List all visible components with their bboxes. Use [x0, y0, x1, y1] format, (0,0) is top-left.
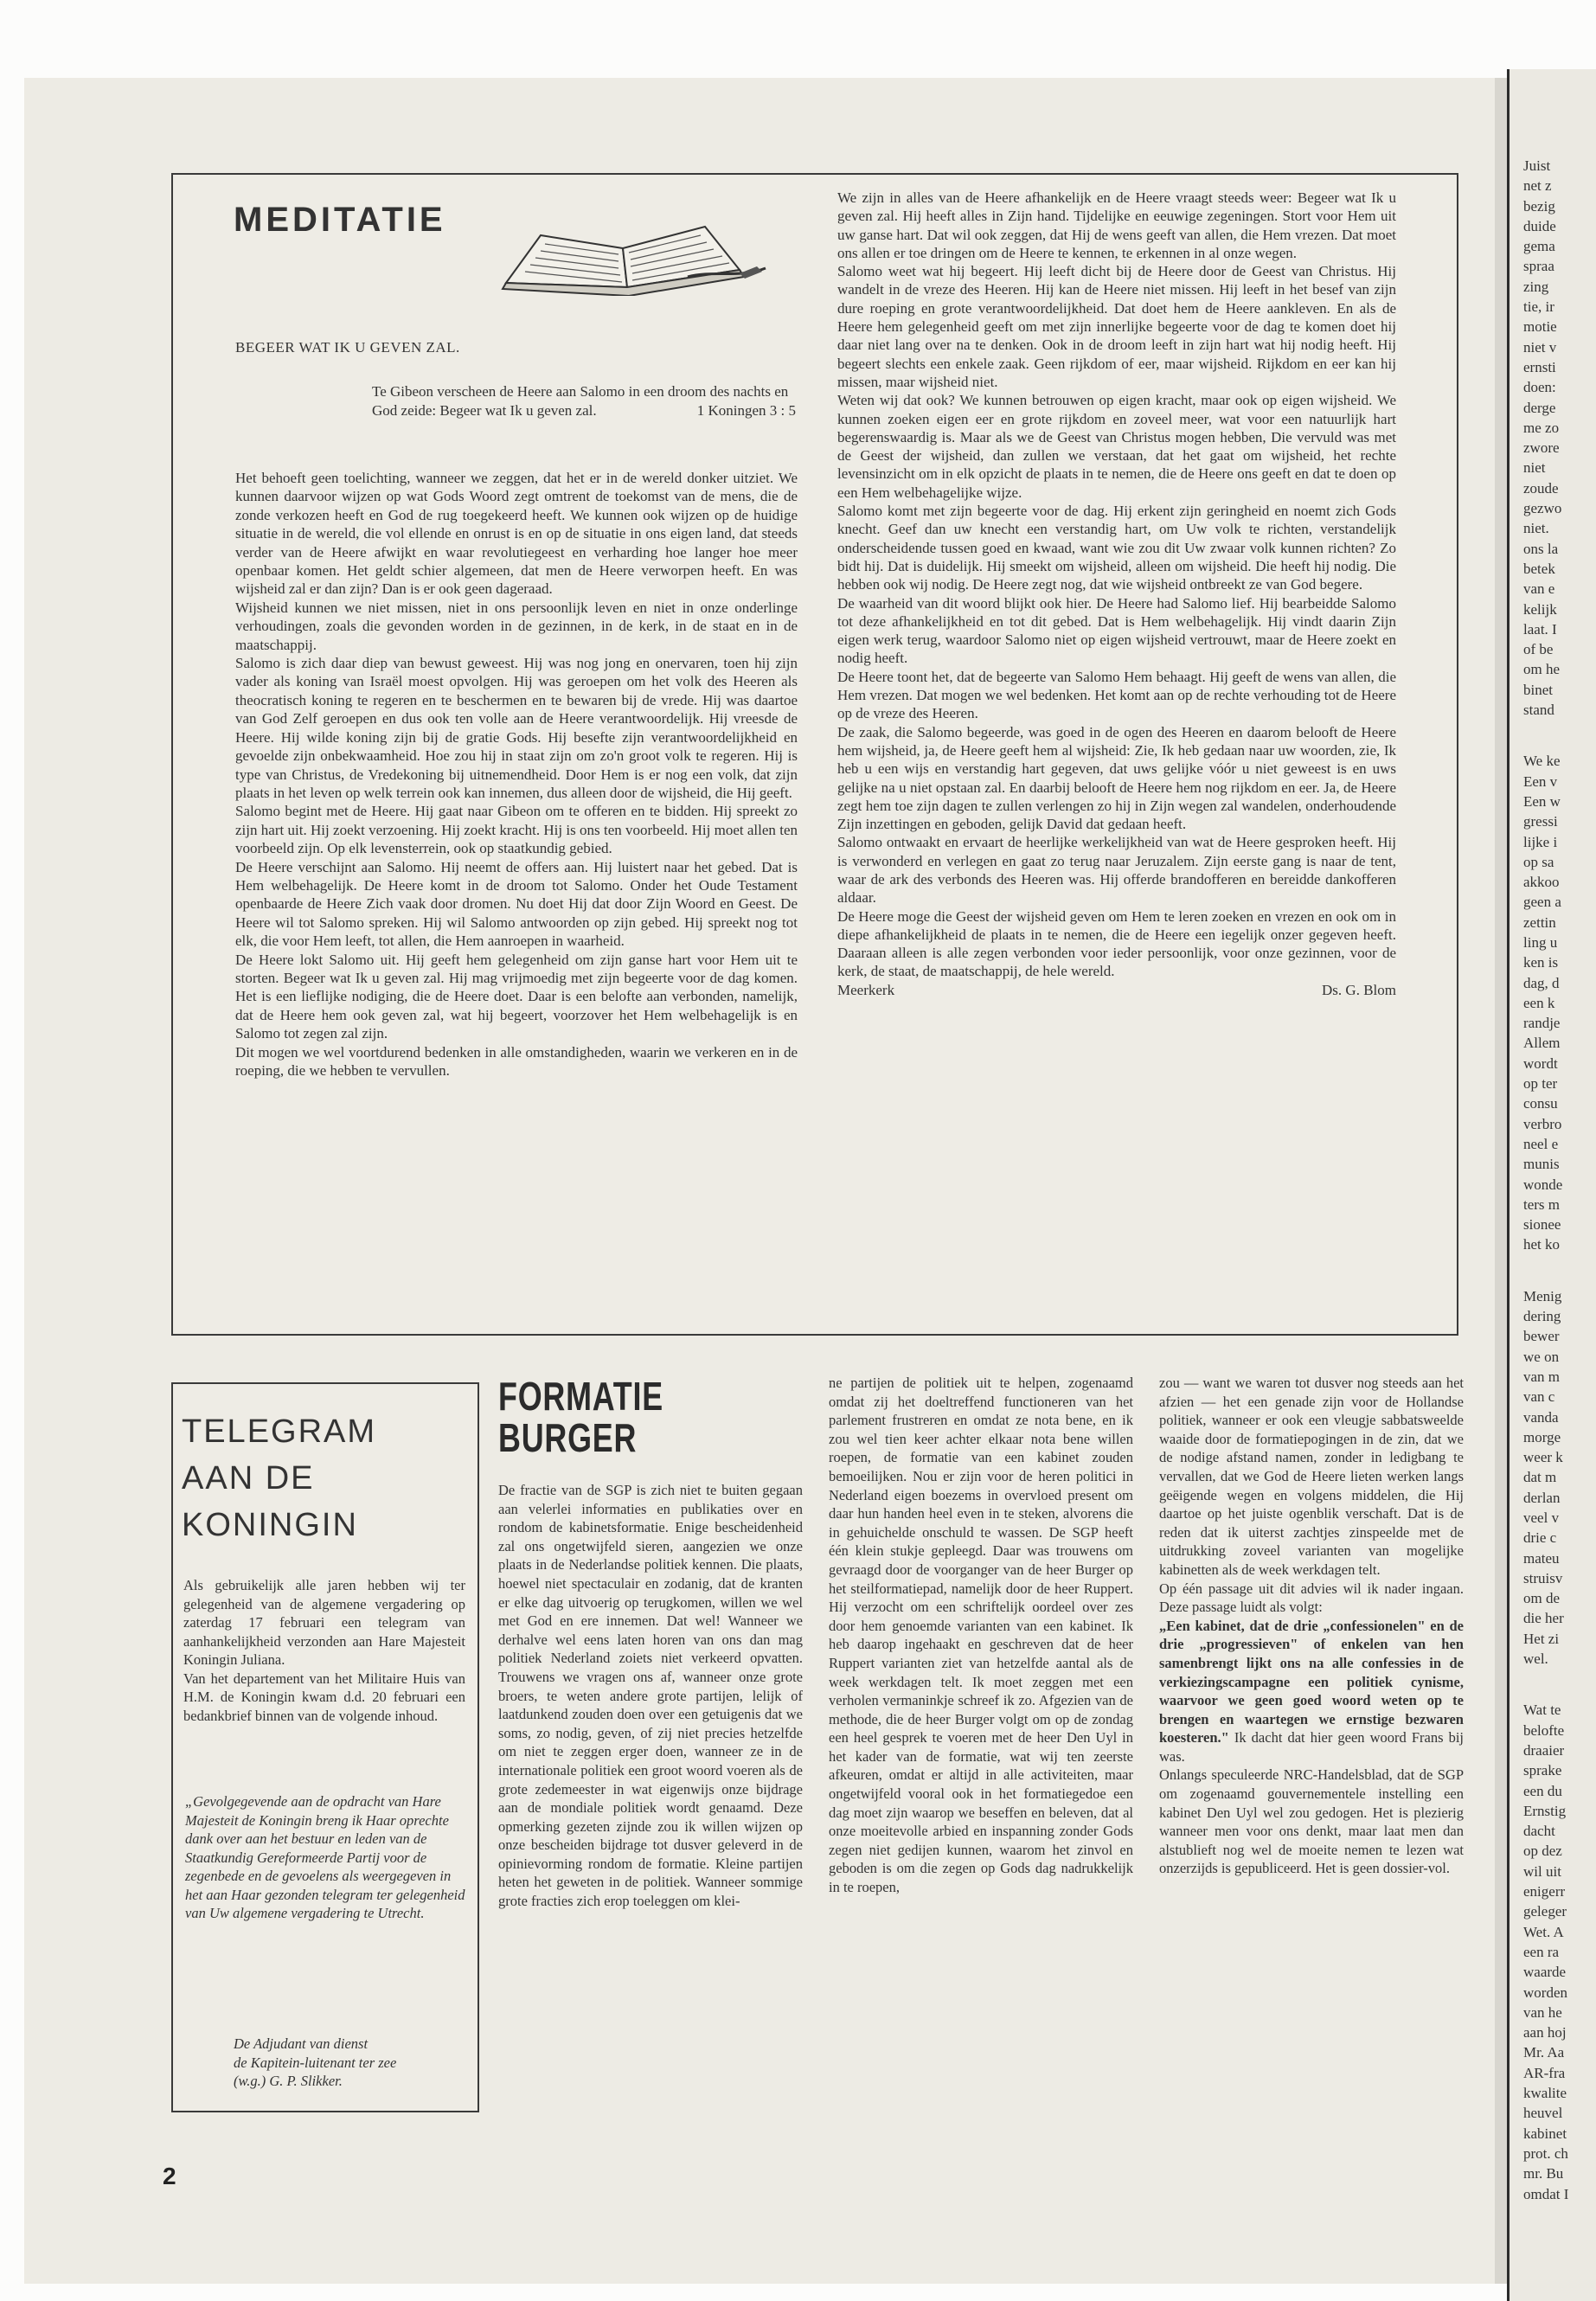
next-page-fragment: gema — [1523, 238, 1555, 255]
next-page-fragment: Wet. A — [1523, 1923, 1564, 1940]
formatie-title-line: FORMATIE — [498, 1374, 663, 1419]
next-page-fragment: aan hoj — [1523, 2024, 1567, 2041]
meditatie-paragraph: Dit mogen we wel voortdurend bedenken in alle omstandigheden, waarin we verkeren en in de roeping, die we hebben te vervullen. — [235, 1043, 798, 1079]
next-page-fragment: lijke i — [1523, 833, 1558, 850]
telegram-title — [182, 1408, 467, 1548]
next-page-fragment: op sa — [1523, 853, 1554, 870]
next-page-fragment: worden — [1523, 1984, 1567, 2001]
next-page-fragment: munis — [1523, 1156, 1560, 1173]
next-page-fragment: om de — [1523, 1590, 1561, 1607]
next-page-fragment: struisv — [1523, 1569, 1563, 1586]
meditatie-column-2 — [837, 189, 1396, 999]
next-page-fragment: net z — [1523, 177, 1552, 195]
formatie-text: De fractie van de SGP is zich niet te buiten gegaan aan velerlei informaties en publikaties over en rondom de kabinetsformatie. Enige bescheidenheid zal ons ongetwijfeld sieren, aangezien we onze plaats in de Nederlandse politiek kennen. Die plaats, hoewel niet spectaculair en zodanig, dat de kranten er elke dag uitvoerig op terugkomen, willen we wel met God en ere innemen. Dat wel! Wanneer we derhalve wel eens laten horen van ons dan mag politiek Nederland zoiets niet verkeerd opvatten. Trouwens we vragen ons af, wanneer onze grote broers, te weten andere grote partijen, lelijk of laatdunkend zouden doen over een getuigenis dat we soms, zo nodig, geven, of zij niet precies hetzelfde om niet te zeggen erger doen, wanneer ze in de internationale politiek een groot woord voeren als de grote zedemeester in wat eigenwijs onze bijdrage aan de mondiale politiek wordt genaamd. Deze opmerking gezeten zijnde zou ik willen wijzen op onze bescheiden bijdrage tot dusver geleverd in de opinievorming rondom de formatie. Kleine partijen heten het geweten in de politiek. Wanneer sommige grote fracties zich erop toeleggen om klei- — [498, 1482, 803, 1910]
next-page-fragment: van e — [1523, 580, 1555, 598]
meditatie-paragraph: Salomo begint met de Heere. Hij gaat naar Gibeon om te offeren en te bidden. Hij spreekt zo zijn hart uit. Hij zoekt verzoening. Hij zoekt kracht. Hij is ons ten voorbeeld. Hij moet allen ten voorbeeld zijn. Op elk levensterrein, ook op staatkundig gebied. — [235, 803, 798, 857]
next-page-fragment: spraa — [1523, 258, 1554, 275]
page-number: 2 — [163, 2163, 176, 2189]
meditatie-paragraph: Weten wij dat ook? We kunnen betrouwen op eigen kracht, maar ook op eigen wijsheid. We kunnen zoeken eigen eer en grote rijkdom en zoveel meer, wat voor een natuurlijk hart begerenswaardig is. Maar als we de Geest van Christus mogen hebben, Die vervuld was met de Geest der wijsheid, dan zullen we verstaan, dat het gaat om wijsheid, het rechte levensinzicht om in elk opzicht de plaats in te nemen, die de Heere ons geeft en dat te doen op een Hem welbehagelijke wijze. — [837, 392, 1396, 501]
formatie-text: Op één passage uit dit advies wil ik nader ingaan. Deze passage luidt als volgt: — [1159, 1580, 1464, 1616]
next-page-fragment: dering — [1523, 1308, 1561, 1325]
telegram-paragraph: Van het departement van het Militaire Huis van H.M. de Koningin kwam d.d. 20 februari een bedankbrief binnen van de volgende inhoud. — [183, 1670, 465, 1724]
next-page-fragment: AR-fra — [1523, 2064, 1566, 2081]
formatie-title-line: BURGER — [498, 1415, 638, 1460]
next-page-fragment: derge — [1523, 399, 1556, 416]
next-page-fragment: We ke — [1523, 753, 1561, 770]
formatie-text: Ik dacht dat hier geen woord Frans bij was. — [1159, 1729, 1464, 1765]
signature-line: de Kapitein-luitenant ter zee — [234, 2054, 397, 2071]
next-page-fragment: sionee — [1523, 1216, 1561, 1234]
telegram-paragraph: Als gebruikelijk alle jaren hebben wij ter gelegenheid van de algemene vergadering op zaterdag 17 februari een telegram van aanhankelijkheid verzonden aan Hare Majesteit Koningin Juliana. — [183, 1577, 465, 1668]
open-bible-icon — [480, 201, 774, 296]
formatie-text: ne partijen de politiek uit te helpen, zogenaamd omdat zij het doeltreffend functioneren van het parlement frustreren en omdat ze nota bene, en ik zou wel tien keer achter elkaar nota bene willen roepen, de formatie van een kabinet zouden bemoeilijken. Nou er zijn voor de heren politici in Nederland eigen boezems in overvloed present om daar hun handen heel even in te steken, alvorens die in gehuichelde onschuld te wassen. De SGP heeft één klein stukje gepleegd. Daar was trouwens om gevraagd door de voorganger van de heer Burger op het steilformatiepad, namelijk door de heer Ruppert. Hij verzocht om een schriftelijk oordeel over zes door hem genoemde varianten van een kabinet. Ik heb daarop ingehaakt en geschreven dat de heer Ruppert varianten ziet van hetzelfde aantal als de week werkdagen telt. Ik moet zeggen met een verholen vermaninkje schreef ik zo. Afgezien van de methode, die de heer Burger volgt om op de zondag een heel gesprek te voeren met de heer Den Uyl in het kader van de formatie, wat wij ten zeerste afkeuren, omdat er altijd in alle activiteiten, maar ongetwijfeld vooral ook in het formatiegedoe een dag moet zijn waarop we beseffen en beleven, dat al onze moeitevolle arbied en inspanning zonder Gods zegen niet gedijen kunnen, waarom het zinvol en geboden is om die zegen op Gods dag nadrukkelijk in te roepen, — [829, 1375, 1133, 1896]
next-page-fragment: ons la — [1523, 540, 1559, 557]
fragment-gap — [1523, 1669, 1596, 1700]
meditatie-paragraph: Salomo ontwaakt en ervaart de heerlijke werkelijkheid van wat de Heere gesproken heeft. Hij is verwonderd en verlegen en gaat zo terug naar Jeruzalem. Zijn eerste gang is naar de tent, waar de ark des verbonds des Heeren was. Hij offerde brandofferen en bereidde dankofferen aldaar. — [837, 834, 1396, 907]
next-page-fragment: we on — [1523, 1348, 1560, 1365]
next-page-fragment: Ernstig — [1523, 1802, 1567, 1819]
next-page-fragment: ters m — [1523, 1195, 1561, 1213]
meditatie-paragraph: Salomo weet wat hij begeert. Hij leeft dicht bij de Heere door de Geest van Christus. Hij wandelt in de vreze des Heeren. Hij kan de Heere niet missen. Hij leeft in het besef van zijn dure roeping en grote verantwoordelijkheid. Dat doet hem de Heere aankleven. En als de Heere hem gelegenheid geeft om met zijn innerlijke begeerte voor de dag te komen doet hij daar niet lang over na te denken. Ook in de droom leeft in zijn hart wat hij nodig heeft. Hij begeert slechts een enkele zaak. Geen rijkdom of eer, maar wijsheid. Rijkdom en eer kan hij missen, maar wijsheid niet. — [837, 263, 1396, 390]
next-page-fragment: kelijk — [1523, 600, 1557, 618]
next-page-fragment: het ko — [1523, 1236, 1561, 1253]
next-page-fragment: wordt — [1523, 1054, 1558, 1072]
next-page-fragment: dacht — [1523, 1823, 1555, 1840]
meditatie-paragraph: Salomo is zich daar diep van bewust geweest. Hij was nog jong en onervaren, toen hij zijn vader als koning van Israël moest opvolgen. Hij was geroepen om het volk des Heeren als theocratisch koning te regeren en te beschermen en te bewaren bij de vrede. Hij was daartoe van God Zelf geroepen en dus ook ten volle aan de Heere verantwoordelijk. Hij vreesde de Heere. Hij wilde koning zijn bij de gratie Gods. Hij besefte zijn verantwoordelijkheid en gevoelde zijn onbekwaamheid. Hoe zou hij in staat zijn om zo'n groot volk te regeren. Hij is type van Christus, de Vredekoning bij uitnemendheid. Door Hem is er nog een volk, dat zijn plaats in het leven op welk terrein ook kan innemen, dus alleen door de wijsheid, die Hij geeft. — [235, 655, 798, 801]
next-page-fragment: verbro — [1523, 1115, 1562, 1132]
signature-line: (w.g.) G. P. Slikker. — [234, 2073, 343, 2089]
meditatie-quote — [372, 382, 796, 420]
next-page-fragment: Wat te — [1523, 1702, 1561, 1719]
next-page-fragment: binet — [1523, 681, 1553, 698]
meditatie-paragraph: Wijsheid kunnen we niet missen, niet in ons persoonlijk leven en niet in onze onderlinge verhoudingen, zoals die gevonden worden in de gezinnen, in de kerk, in de staat en in de maatschappij. — [235, 599, 798, 653]
next-page-fragment: wil uit — [1523, 1862, 1561, 1880]
next-page-fragment: van c — [1523, 1388, 1555, 1406]
next-page-fragment: kabinet — [1523, 2125, 1567, 2142]
formatie-quoted-advice — [1159, 1617, 1464, 1766]
next-page-fragment: mateu — [1523, 1549, 1560, 1567]
signoff-place: Meerkerk — [837, 981, 895, 998]
next-page-fragment: Juist — [1523, 157, 1551, 174]
next-page-fragment: Mr. Aa — [1523, 2044, 1565, 2061]
next-page-fragment: Allem — [1523, 1035, 1561, 1052]
next-page-edge — [1507, 69, 1596, 2301]
meditatie-paragraph: Het behoeft geen toelichting, wanneer we zeggen, dat het er in de wereld donker uitziet. We kunnen daarvoor wijzen op wat Gods Woord zegt omtrent de toekomst van de mens, die de zonde verkozen heeft en God de rug toegekeerd heeft. We kunnen ook wijzen op de huidige situatie in de wereld, die vol ellende en onrust is en op de situatie in ons eigen land, dat steeds verder van de Heere afwijkt en waar revolutiegeest en verharding hoe langer hoe meer openbaar komen. Het geldt schier algemeen, dat men de Heere verworpen heeft. En was wijsheid zal er dan zijn? Dan is er ook geen dageraad. — [235, 470, 798, 598]
next-page-fragment: randje — [1523, 1015, 1561, 1032]
next-page-fragment: motie — [1523, 318, 1557, 336]
quote-text: Te Gibeon verscheen de Heere aan Salomo in een droom des nachts en God zeide: Begeer wat Ik u geven zal. — [372, 383, 789, 419]
next-page-fragment: zwore — [1523, 439, 1560, 457]
next-page-fragment: stand — [1523, 702, 1554, 719]
next-page-fragment: zettin — [1523, 913, 1556, 931]
next-page-fragment: een k — [1523, 994, 1555, 1011]
telegram-signature — [234, 2035, 476, 2091]
meditatie-paragraph: De Heere moge die Geest der wijsheid geven om Hem te leren zoeken en vrezen en ook om in diepe afhankelijkheid de plaats in te nemen, die de Heere een iegelijk onzer gegeven heeft. Daaraan alleen is alle zegen verbonden voor ieder persoonlijk, voor onze gezinnen, voor de kerk, de staat, de maatschappij, de hele wereld. — [837, 907, 1396, 980]
next-page-fragment: Een v — [1523, 772, 1558, 790]
next-page-fragment: draaier — [1523, 1741, 1565, 1759]
telegram-title-line: KONINGIN — [182, 1507, 358, 1543]
fragment-gap — [1523, 1255, 1596, 1286]
meditatie-paragraph: De waarheid van dit woord blijkt ook hier. De Heere had Salomo lief. Hij bearbeidde Salomo tot deze afhankelijkheid en tot dit gebed. Dat is Hem welbehagelijk. Hij vindt daarin Zijn eigen werk terug, waardoor Salomo niet op eigen wijsheid vertrouwt, maar de Heere zoekt en nodig heeft. — [837, 594, 1396, 667]
next-page-fragment: gezwo — [1523, 500, 1562, 517]
telegram-box — [171, 1382, 479, 2112]
next-page-fragment: ken is — [1523, 954, 1559, 971]
meditatie-title: MEDITATIE — [234, 201, 446, 239]
next-page-fragment: sprake — [1523, 1762, 1562, 1779]
next-page-fragment: Menig — [1523, 1287, 1562, 1304]
meditatie-paragraph: De Heere lokt Salomo uit. Hij geeft hem gelegenheid om zijn ganse hart voor Hem uit te storten. Begeer wat Ik u geven zal. Hij mag vrijmoedig met zijn begeerte voor de dag komen. Het is een lieflijke nodiging, die de Heere doet. Daar is een belofte aan verbonden, namelijk, dat de Heere hem ook geven zal, wat hij begeert, voorzover het Hem welbehagelijk is en Salomo tot zegen zal zijn. — [235, 951, 798, 1042]
next-page-fragment: niet v — [1523, 338, 1557, 356]
signoff-author: Ds. G. Blom — [1322, 981, 1396, 998]
next-page-fragment: bezig — [1523, 197, 1555, 215]
signature-line: De Adjudant van dienst — [234, 2035, 369, 2052]
next-page-fragment: consu — [1523, 1095, 1558, 1112]
next-page-fragment: tie, ir — [1523, 298, 1554, 316]
formatie-text: Onlangs speculeerde NRC-Handelsblad, dat de SGP om zogenaamd gouvernementele instelling een kabinet Den Uyl wel zou gedogen. Het is plezierig wanneer men voor ons denkt, maar laat men dan alstublieft nog wel de moeite nemen te lezen wat onzerzijds is gepubliceerd. Het is geen dossier-vol. — [1159, 1766, 1464, 1877]
next-page-fragment: op ter — [1523, 1075, 1558, 1093]
next-page-fragment: geen a — [1523, 894, 1561, 911]
next-page-fragment: een du — [1523, 1782, 1562, 1799]
next-page-fragment: wonde — [1523, 1176, 1563, 1193]
next-page-fragment: derlan — [1523, 1489, 1561, 1506]
next-page-fragment: of be — [1523, 641, 1554, 658]
next-page-fragment: duide — [1523, 217, 1556, 234]
next-page-fragment: belofte — [1523, 1721, 1565, 1739]
formatie-column-3 — [1159, 1374, 1464, 1878]
next-page-fragment: ling u — [1523, 933, 1558, 951]
next-page-fragment: veel v — [1523, 1509, 1560, 1526]
next-page-fragment: geleger — [1523, 1903, 1567, 1920]
formatie-bold-quote: „Een kabinet, dat de drie „confessionelen" en de drie „progressieven" of enkelen van hen samenbrengt lijkt ons na alle confessies in de verkiezingscampagne een politiek cynisme, waarvoor we geen goed woord weten op te brengen en waartegen we ernstige bezwaren koesteren." — [1159, 1617, 1464, 1747]
next-page-fragment: neel e — [1523, 1135, 1559, 1152]
next-page-fragment: ernsti — [1523, 358, 1556, 375]
next-page-fragment: akkoo — [1523, 874, 1560, 891]
meditatie-paragraph: De Heere toont het, dat de begeerte van Salomo Hem behaagt. Hij geeft de wens van allen, die Hem vrezen. Dat mogen we wel bedenken. Het komt aan op de rechte verhouding tot de Heere op de vreze des Heeren. — [837, 668, 1396, 722]
next-page-fragment: dat m — [1523, 1469, 1557, 1486]
next-page-fragment: gressi — [1523, 813, 1558, 830]
meditatie-paragraph: We zijn in alles van de Heere afhankelijk en de Heere vraagt steeds weer: Begeer wat Ik u geven zal. Hij heeft alles in Zijn hand. Tijdelijke en eeuwige zegeningen. Stort voor Hem uit uw ganse hart. Dat wil ook zeggen, dat Hij de wens geeft van allen, die Hem vrezen. Dat moet ons allen er toe dringen om de Heere te kennen, te erkennen in al onze wegen. — [837, 189, 1396, 261]
next-page-fragment: prot. ch — [1523, 2144, 1568, 2162]
next-page-fragment: op dez — [1523, 1843, 1562, 1860]
next-page-fragment: niet — [1523, 459, 1546, 477]
formatie-column-1 — [498, 1481, 803, 1911]
formatie-column-2 — [829, 1374, 1133, 1897]
next-page-fragment: wel. — [1523, 1650, 1548, 1668]
meditatie-paragraph: De Heere verschijnt aan Salomo. Hij neemt de offers aan. Hij luistert naar het gebed. Dat is Hem welbehagelijk. De Heere komt in de droom tot Salomo. Onder het Oude Testament openbaarde de Heere Zich vaak door dromen. Nu doet Hij dat door Zijn Woord en Geest. De Heere wil tot Salomo spreken. Hij wil Salomo antwoorden op zijn gebed. Hij spreekt nog tot elk, die voor Hem leeft, tot allen, die Hem aanroepen in waarheid. — [235, 858, 798, 950]
fragment-gap — [1523, 720, 1596, 751]
next-page-fragment: omdat I — [1523, 2185, 1569, 2202]
meditatie-paragraph: De zaak, die Salomo begeerde, was goed in de ogen des Heeren en daarom belooft de Heere hem wijsheid, ja, de Heere geeft hem al wijsheid: Zie, Ik heb gedaan naar uw woorden, zie, Ik heb u een wijs en verstandig hart gegeven, dat uws gelijke vóór u niet geweest is en uws gelijke na u niet opstaan zal. En daarbij belooft de Heere hem nog rijkdom en eer. Ja, de Heere zegt hem toe zijn dagen te zullen verlengen zo hij in Zijn wegen zal wandelen, onderhoudende Zijn inzettingen en geboden, gelijk David dat gedaan heeft. — [837, 723, 1396, 833]
meditatie-paragraph: Salomo komt met zijn begeerte voor de dag. Hij erkent zijn geringheid en noemt zich Gods knecht. Geef dan uw knecht een verstandig hart, om Uw volk te richten, verstandelijk onderscheidende tussen goed en kwaad, want wie zou dit Uw zwaar volk kunnen richten? Zo bidt hij. Dat is duidelijk. Hij smeekt om wijsheid, alleen om wijsheid. Die heeft hij nodig. Die hebben ook wij nodig. De Heere zegt nog, dat wie wijsheid ontbreekt ze van God begere. — [837, 503, 1396, 593]
next-page-fragment: van m — [1523, 1368, 1561, 1385]
meditatie-column-1 — [235, 469, 798, 1080]
telegram-title-line: TELEGRAM — [182, 1413, 377, 1450]
next-page-fragment: dag, d — [1523, 974, 1560, 991]
telegram-body — [183, 1576, 465, 1725]
next-page-fragment: weer k — [1523, 1449, 1563, 1466]
next-page-fragment: me zo — [1523, 419, 1560, 436]
next-page-fragment: enigerr — [1523, 1883, 1566, 1900]
next-page-fragment: van he — [1523, 2003, 1562, 2021]
next-page-fragment: laat. I — [1523, 620, 1557, 638]
next-page-fragment: betek — [1523, 560, 1555, 577]
meditatie-signoff — [837, 981, 1396, 999]
next-page-fragment: morge — [1523, 1428, 1561, 1445]
next-page-fragment: heuvel — [1523, 2105, 1563, 2122]
page-gutter — [1495, 78, 1507, 2284]
next-page-fragment: om he — [1523, 661, 1561, 678]
formatie-text: zou — want we waren tot dusver nog steeds aan het afzien — het een genade zijn voor de Hollandse politiek, wanneer er ook een vleugje sabbatsweelde waaide door de formatiepogingen in de zin, dat we de nodige afstand namen, zonder in ledigbang te vervallen, dat we God de Heere lieten werken langs geëigende wegen en volgens middelen, die Hij daartoe op het juiste ogenblik verschaft. Dat is de reden dat ik uiterst zachtjes zinspeelde met de uitdrukking zoveel varianten van mogelijke kabinetten als de week werkdagen telt. — [1159, 1375, 1464, 1578]
formatie-burger-title — [498, 1375, 663, 1458]
telegram-quoted-reply: „Gevolgegevende aan de opdracht van Hare Majesteit de Koningin breng ik Haar oprechte dank over aan het bestuur en leden van de Staatkundig Gereformeerde Partij voor de zegenbede en de gevoelens als weergegeven in het aan Haar gezonden telegram ter gelegenheid van Uw algemene vergadering te Utrecht. — [185, 1793, 465, 1921]
next-page-fragment: kwalite — [1523, 2085, 1567, 2102]
meditatie-box — [171, 173, 1458, 1336]
next-page-fragment: doen: — [1523, 379, 1556, 396]
next-page-fragment: vanda — [1523, 1408, 1559, 1426]
next-page-fragment: mr. Bu — [1523, 2165, 1564, 2182]
next-page-fragment: Een w — [1523, 792, 1561, 810]
next-page-fragment: Het zi — [1523, 1630, 1560, 1647]
telegram-title-line: AAN DE — [182, 1460, 315, 1497]
next-page-fragment: een ra — [1523, 1943, 1560, 1960]
quote-reference: 1 Koningen 3 : 5 — [696, 402, 796, 419]
next-page-fragment: niet. — [1523, 520, 1549, 537]
next-page-fragment: bewer — [1523, 1328, 1560, 1345]
next-page-fragment: drie c — [1523, 1529, 1557, 1547]
next-page-fragment: zing — [1523, 278, 1549, 295]
next-page-fragment: die her — [1523, 1610, 1564, 1627]
meditatie-subtitle: BEGEER WAT IK U GEVEN ZAL. — [235, 339, 460, 356]
next-page-text-fragments — [1523, 156, 1596, 2204]
next-page-fragment: waarde — [1523, 1964, 1567, 1981]
next-page-fragment: zoude — [1523, 479, 1559, 497]
